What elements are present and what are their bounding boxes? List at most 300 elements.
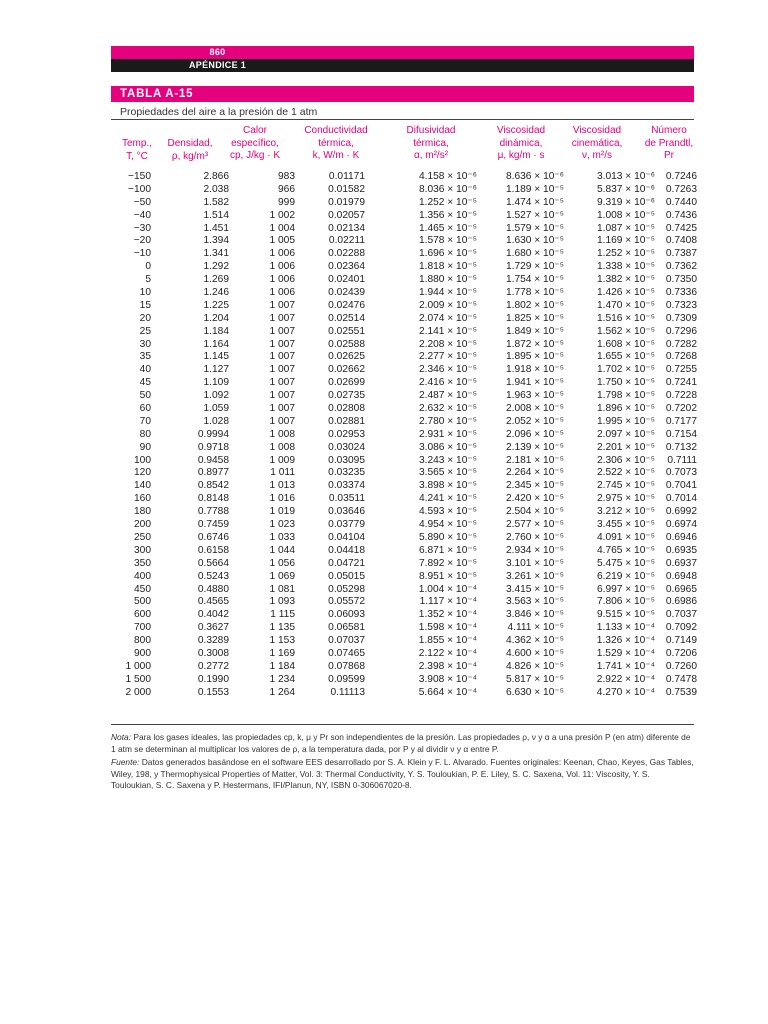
cell-density: 1.451 bbox=[203, 222, 229, 234]
cell-density: 0.8148 bbox=[197, 493, 229, 505]
cell-temp: 20 bbox=[139, 312, 151, 324]
cell-pr: 0.7202 bbox=[665, 403, 697, 415]
cell-pr: 0.7408 bbox=[665, 235, 697, 247]
cell-cp: 1 234 bbox=[269, 673, 295, 685]
cell-nu: 6.219 × 10⁻⁵ bbox=[596, 570, 655, 582]
cell-k: 0.02953 bbox=[328, 428, 365, 440]
cell-alpha: 2.009 × 10⁻⁵ bbox=[418, 299, 477, 311]
cell-k: 0.05572 bbox=[328, 596, 365, 608]
table-subtitle: Propiedades del aire a la presión de 1 atm bbox=[120, 106, 318, 118]
cell-temp: 700 bbox=[134, 622, 151, 634]
cell-alpha: 3.908 × 10⁻⁴ bbox=[418, 673, 477, 685]
cell-cp: 1 007 bbox=[269, 312, 295, 324]
cell-temp: 200 bbox=[134, 519, 151, 531]
cell-temp: 45 bbox=[139, 377, 151, 389]
cell-alpha: 1.598 × 10⁻⁴ bbox=[418, 622, 477, 634]
cell-pr: 0.6946 bbox=[665, 531, 697, 543]
cell-density: 2.038 bbox=[203, 183, 229, 195]
cell-density: 1.028 bbox=[203, 415, 229, 427]
table-row bbox=[111, 171, 697, 184]
cell-nu: 1.426 × 10⁻⁵ bbox=[596, 287, 655, 299]
cell-k: 0.02134 bbox=[328, 222, 365, 234]
cell-mu: 3.101 × 10⁻⁵ bbox=[505, 557, 564, 569]
cell-temp: 0 bbox=[145, 261, 151, 273]
cell-k: 0.03511 bbox=[328, 493, 365, 505]
cell-cp: 1 007 bbox=[269, 415, 295, 427]
cell-nu: 1.516 × 10⁻⁵ bbox=[596, 312, 655, 324]
cell-nu: 2.097 × 10⁻⁵ bbox=[596, 428, 655, 440]
cell-k: 0.04418 bbox=[328, 544, 365, 556]
cell-density: 1.184 bbox=[203, 325, 229, 337]
cell-k: 0.04104 bbox=[328, 531, 365, 543]
cell-k: 0.02735 bbox=[328, 390, 365, 402]
cell-cp: 1 008 bbox=[269, 428, 295, 440]
cell-density: 0.6158 bbox=[197, 544, 229, 556]
cell-density: 0.6746 bbox=[197, 531, 229, 543]
cell-pr: 0.6935 bbox=[665, 544, 697, 556]
cell-density: 1.225 bbox=[203, 299, 229, 311]
cell-alpha: 2.122 × 10⁻⁴ bbox=[418, 647, 477, 659]
cell-nu: 1.798 × 10⁻⁵ bbox=[596, 390, 655, 402]
cell-nu: 1.655 × 10⁻⁵ bbox=[596, 351, 655, 363]
cell-k: 0.07037 bbox=[328, 635, 365, 647]
cell-pr: 0.7073 bbox=[665, 467, 697, 479]
cell-mu: 4.600 × 10⁻⁵ bbox=[505, 647, 564, 659]
cell-cp: 983 bbox=[278, 171, 295, 182]
cell-cp: 1 016 bbox=[269, 493, 295, 505]
cell-temp: −40 bbox=[133, 209, 151, 221]
subtitle-rule bbox=[111, 119, 694, 120]
cell-nu: 1.896 × 10⁻⁵ bbox=[596, 403, 655, 415]
cell-k: 0.02551 bbox=[328, 325, 365, 337]
cell-mu: 1.579 × 10⁻⁵ bbox=[505, 222, 564, 234]
cell-density: 1.341 bbox=[203, 248, 229, 260]
cell-k: 0.02211 bbox=[328, 235, 365, 247]
cell-k: 0.02514 bbox=[328, 312, 365, 324]
cell-pr: 0.6937 bbox=[665, 557, 697, 569]
cell-mu: 4.826 × 10⁻⁵ bbox=[505, 660, 564, 672]
table-row bbox=[111, 261, 697, 274]
table-row bbox=[111, 686, 697, 700]
table-row bbox=[111, 660, 697, 674]
cell-cp: 999 bbox=[278, 196, 295, 208]
cell-alpha: 2.632 × 10⁻⁵ bbox=[418, 403, 477, 415]
cell-density: 0.1553 bbox=[197, 686, 229, 698]
cell-density: 0.8977 bbox=[197, 467, 229, 479]
cell-pr: 0.7260 bbox=[665, 660, 697, 672]
cell-alpha: 1.578 × 10⁻⁵ bbox=[418, 235, 477, 247]
cell-mu: 3.563 × 10⁻⁵ bbox=[505, 596, 564, 608]
cell-pr: 0.7336 bbox=[665, 287, 697, 299]
cell-mu: 2.420 × 10⁻⁵ bbox=[505, 493, 564, 505]
cell-nu: 2.745 × 10⁻⁵ bbox=[596, 480, 655, 492]
cell-temp: 40 bbox=[139, 364, 151, 376]
cell-pr: 0.7014 bbox=[665, 493, 697, 505]
table-row bbox=[111, 493, 697, 506]
cell-nu: 1.169 × 10⁻⁵ bbox=[596, 235, 655, 247]
cell-density: 0.3627 bbox=[197, 622, 229, 634]
cell-mu: 8.636 × 10⁻⁶ bbox=[505, 171, 564, 182]
cell-k: 0.02439 bbox=[328, 287, 365, 299]
cell-pr: 0.6965 bbox=[665, 583, 697, 595]
cell-mu: 2.096 × 10⁻⁵ bbox=[505, 428, 564, 440]
cell-nu: 1.750 × 10⁻⁵ bbox=[596, 377, 655, 389]
cell-temp: −100 bbox=[128, 183, 151, 195]
cell-cp: 1 009 bbox=[269, 454, 295, 466]
cell-alpha: 1.356 × 10⁻⁵ bbox=[418, 209, 477, 221]
cell-mu: 2.577 × 10⁻⁵ bbox=[505, 519, 564, 531]
cell-k: 0.03374 bbox=[328, 480, 365, 492]
cell-alpha: 3.565 × 10⁻⁵ bbox=[418, 467, 477, 479]
cell-mu: 3.846 × 10⁻⁵ bbox=[505, 609, 564, 621]
table-row bbox=[111, 325, 697, 339]
cell-alpha: 1.944 × 10⁻⁵ bbox=[418, 287, 477, 299]
cell-nu: 1.470 × 10⁻⁵ bbox=[596, 299, 655, 311]
table-row bbox=[111, 583, 697, 597]
cell-alpha: 1.465 × 10⁻⁵ bbox=[418, 222, 477, 234]
cell-density: 0.5243 bbox=[197, 570, 229, 582]
cell-temp: 140 bbox=[134, 480, 151, 492]
cell-nu: 1.008 × 10⁻⁵ bbox=[596, 209, 655, 221]
cell-cp: 1 011 bbox=[270, 467, 295, 479]
cell-k: 0.03235 bbox=[328, 467, 365, 479]
cell-mu: 3.415 × 10⁻⁵ bbox=[505, 583, 564, 595]
note-text: Para los gases ideales, las propiedades cp, k, μ y Pr son independientes de la presión. Las propiedades ρ, ν y α a una presión P (en atm) diferente de 1 atm se determinan al multiplicar los valores de ρ, a la temperatura dada, por P y al dividir ν y α entre P. bbox=[111, 732, 691, 754]
cell-nu: 9.515 × 10⁻⁵ bbox=[596, 609, 655, 621]
table-row bbox=[111, 196, 697, 210]
cell-nu: 3.212 × 10⁻⁵ bbox=[596, 506, 655, 518]
col-head-alpha: Difusividad térmica, α, m²/s² bbox=[406, 125, 456, 161]
col-head-k: Conductividad térmica, k, W/m · K bbox=[304, 125, 368, 161]
table-row bbox=[111, 183, 697, 197]
table-title-bar bbox=[111, 86, 694, 102]
cell-pr: 0.7255 bbox=[665, 364, 697, 376]
cell-density: 1.394 bbox=[203, 235, 229, 247]
col-head-pr: Número de Prandtl, Pr bbox=[644, 125, 694, 161]
cell-density: 0.4565 bbox=[197, 596, 229, 608]
cell-pr: 0.6986 bbox=[665, 596, 697, 608]
cell-density: 0.7459 bbox=[197, 519, 229, 531]
cell-mu: 2.181 × 10⁻⁵ bbox=[505, 454, 564, 466]
table-row bbox=[111, 377, 697, 390]
cell-density: 0.3008 bbox=[197, 647, 229, 659]
cell-temp: 600 bbox=[134, 609, 151, 621]
cell-k: 0.06581 bbox=[328, 622, 365, 634]
cell-alpha: 4.158 × 10⁻⁶ bbox=[418, 171, 477, 182]
cell-temp: 35 bbox=[139, 351, 151, 363]
cell-k: 0.11113 bbox=[330, 686, 365, 698]
cell-density: 0.4880 bbox=[197, 583, 229, 595]
table-row bbox=[111, 596, 697, 609]
cell-mu: 3.261 × 10⁻⁵ bbox=[505, 570, 564, 582]
cell-cp: 1 069 bbox=[269, 570, 295, 582]
cell-cp: 1 007 bbox=[269, 390, 295, 402]
cell-k: 0.07868 bbox=[328, 660, 365, 672]
cell-alpha: 1.117 × 10⁻⁴ bbox=[419, 596, 477, 608]
cell-alpha: 1.818 × 10⁻⁵ bbox=[418, 261, 477, 273]
table-bottom-rule bbox=[111, 724, 694, 725]
cell-k: 0.02401 bbox=[328, 274, 365, 286]
table-row bbox=[111, 403, 697, 416]
cell-nu: 5.837 × 10⁻⁶ bbox=[596, 183, 655, 195]
cell-alpha: 2.208 × 10⁻⁵ bbox=[418, 338, 477, 350]
cell-alpha: 1.696 × 10⁻⁵ bbox=[418, 248, 477, 260]
cell-cp: 1 004 bbox=[269, 222, 295, 234]
cell-k: 0.07465 bbox=[328, 647, 365, 659]
table-row bbox=[111, 390, 697, 403]
cell-density: 0.9458 bbox=[197, 454, 229, 466]
cell-cp: 1 007 bbox=[269, 325, 295, 337]
cell-alpha: 8.951 × 10⁻⁵ bbox=[418, 570, 477, 582]
cell-mu: 1.963 × 10⁻⁵ bbox=[505, 390, 564, 402]
table-row bbox=[111, 287, 697, 300]
cell-k: 0.02808 bbox=[328, 403, 365, 415]
cell-nu: 1.087 × 10⁻⁵ bbox=[596, 222, 655, 234]
cell-alpha: 8.036 × 10⁻⁶ bbox=[418, 183, 477, 195]
table-row bbox=[111, 544, 697, 558]
cell-alpha: 4.593 × 10⁻⁵ bbox=[418, 506, 477, 518]
cell-mu: 6.630 × 10⁻⁵ bbox=[505, 686, 564, 698]
table-row bbox=[111, 441, 697, 455]
cell-temp: 350 bbox=[134, 557, 151, 569]
cell-cp: 1 153 bbox=[269, 635, 295, 647]
cell-nu: 3.455 × 10⁻⁵ bbox=[596, 519, 655, 531]
cell-density: 1.145 bbox=[203, 351, 229, 363]
cell-density: 0.7788 bbox=[197, 506, 229, 518]
cell-pr: 0.7241 bbox=[665, 377, 697, 389]
cell-pr: 0.7309 bbox=[665, 312, 697, 324]
cell-nu: 2.922 × 10⁻⁴ bbox=[596, 673, 655, 685]
cell-cp: 1 008 bbox=[269, 441, 295, 453]
table-row bbox=[111, 557, 697, 571]
cell-alpha: 1.855 × 10⁻⁴ bbox=[418, 635, 477, 647]
cell-cp: 1 044 bbox=[269, 544, 295, 556]
cell-pr: 0.7041 bbox=[665, 480, 697, 492]
cell-density: 1.127 bbox=[203, 364, 229, 376]
cell-temp: 160 bbox=[134, 493, 151, 505]
cell-k: 0.02625 bbox=[328, 351, 365, 363]
cell-k: 0.06093 bbox=[328, 609, 365, 621]
cell-nu: 1.741 × 10⁻⁴ bbox=[596, 660, 655, 672]
cell-mu: 1.729 × 10⁻⁵ bbox=[505, 261, 564, 273]
cell-temp: 250 bbox=[134, 531, 151, 543]
cell-mu: 2.052 × 10⁻⁵ bbox=[505, 415, 564, 427]
table-row bbox=[111, 506, 697, 519]
table-row bbox=[111, 480, 697, 493]
cell-mu: 1.918 × 10⁻⁵ bbox=[505, 364, 564, 376]
cell-temp: 60 bbox=[139, 403, 151, 415]
cell-density: 0.2772 bbox=[197, 660, 229, 672]
cell-k: 0.01979 bbox=[328, 196, 365, 208]
cell-nu: 1.252 × 10⁻⁵ bbox=[596, 248, 655, 260]
cell-k: 0.02476 bbox=[328, 299, 365, 311]
cell-k: 0.03646 bbox=[328, 506, 365, 518]
cell-alpha: 5.664 × 10⁻⁴ bbox=[418, 686, 477, 698]
cell-nu: 1.326 × 10⁻⁴ bbox=[596, 635, 655, 647]
cell-pr: 0.7436 bbox=[665, 209, 697, 221]
cell-mu: 1.895 × 10⁻⁵ bbox=[505, 351, 564, 363]
table-row bbox=[111, 531, 697, 545]
cell-temp: 90 bbox=[139, 441, 151, 453]
cell-temp: 15 bbox=[139, 299, 151, 311]
cell-mu: 1.941 × 10⁻⁵ bbox=[505, 377, 564, 389]
cell-mu: 2.504 × 10⁻⁵ bbox=[505, 506, 564, 518]
table-row bbox=[111, 519, 697, 532]
cell-mu: 1.872 × 10⁻⁵ bbox=[505, 338, 564, 350]
cell-temp: 5 bbox=[145, 274, 151, 286]
cell-density: 1.092 bbox=[203, 390, 229, 402]
cell-cp: 1 013 bbox=[269, 480, 295, 492]
table-row bbox=[111, 248, 697, 261]
cell-cp: 1 264 bbox=[269, 686, 295, 698]
cell-mu: 2.345 × 10⁻⁵ bbox=[505, 480, 564, 492]
cell-k: 0.01171 bbox=[328, 171, 365, 182]
cell-alpha: 1.352 × 10⁻⁴ bbox=[418, 609, 477, 621]
cell-k: 0.02662 bbox=[328, 364, 365, 376]
cell-alpha: 1.880 × 10⁻⁵ bbox=[418, 274, 477, 286]
cell-temp: 400 bbox=[134, 570, 151, 582]
cell-density: 0.9718 bbox=[197, 441, 229, 453]
table-row bbox=[111, 364, 697, 377]
source-text: Datos generados basándose en el software EES desarrollado por S. A. Klein y F. L. Alvarado. Fuentes originales: Keenan, Chao, Keyes, Gas Tables, Wiley, 198, y Thermophysical Properties of Matter, Vol. 3: Thermal Conductivity, Y. S. Touloukian, P. E. Liley, S. C. Saxena, Vol. 11: Viscosity, Y. S. Touloukian, S. C. Saxena y P. Hestermans, IFI/Planun, NY, ISBN 0-306067020-8. bbox=[111, 757, 694, 791]
cell-pr: 0.7350 bbox=[665, 274, 697, 286]
cell-cp: 966 bbox=[278, 183, 295, 195]
appendix-label: APÉNDICE 1 bbox=[188, 60, 246, 70]
cell-temp: −20 bbox=[133, 235, 151, 247]
cell-mu: 1.630 × 10⁻⁵ bbox=[505, 235, 564, 247]
cell-pr: 0.7362 bbox=[665, 261, 697, 273]
page-number: 860 bbox=[209, 47, 226, 57]
cell-pr: 0.6974 bbox=[665, 519, 697, 531]
cell-cp: 1 007 bbox=[269, 377, 295, 389]
cell-cp: 1 056 bbox=[269, 557, 295, 569]
cell-nu: 1.995 × 10⁻⁵ bbox=[596, 415, 655, 427]
cell-temp: 25 bbox=[139, 325, 151, 337]
cell-k: 0.03024 bbox=[328, 441, 365, 453]
col-head-nu: Viscosidad cinemática, ν, m²/s bbox=[571, 125, 623, 161]
cell-k: 0.01582 bbox=[328, 183, 365, 195]
cell-cp: 1 081 bbox=[269, 583, 295, 595]
cell-temp: 80 bbox=[139, 428, 151, 440]
cell-mu: 1.474 × 10⁻⁵ bbox=[505, 196, 564, 208]
cell-temp: 800 bbox=[134, 635, 151, 647]
cell-temp: 180 bbox=[134, 506, 151, 518]
cell-alpha: 2.398 × 10⁻⁴ bbox=[418, 660, 477, 672]
cell-pr: 0.7539 bbox=[665, 686, 697, 698]
table-row bbox=[111, 222, 697, 236]
cell-k: 0.02057 bbox=[328, 209, 365, 221]
cell-density: 0.3289 bbox=[197, 635, 229, 647]
col-head-temp: Temp., T, °C bbox=[121, 138, 152, 162]
cell-temp: 50 bbox=[139, 390, 151, 402]
cell-cp: 1 002 bbox=[269, 209, 295, 221]
cell-pr: 0.7296 bbox=[665, 325, 697, 337]
cell-cp: 1 169 bbox=[269, 647, 295, 659]
cell-mu: 1.849 × 10⁻⁵ bbox=[505, 325, 564, 337]
cell-nu: 9.319 × 10⁻⁶ bbox=[596, 196, 655, 208]
cell-cp: 1 115 bbox=[270, 609, 295, 621]
cell-alpha: 2.416 × 10⁻⁵ bbox=[418, 377, 477, 389]
cell-density: 1.204 bbox=[203, 312, 229, 324]
cell-cp: 1 006 bbox=[269, 287, 295, 299]
cell-mu: 2.760 × 10⁻⁵ bbox=[505, 531, 564, 543]
cell-temp: −150 bbox=[128, 171, 151, 182]
table-row bbox=[111, 570, 697, 584]
cell-mu: 2.264 × 10⁻⁵ bbox=[505, 467, 564, 479]
cell-mu: 4.111 × 10⁻⁵ bbox=[507, 622, 564, 634]
cell-density: 1.514 bbox=[203, 209, 229, 221]
cell-density: 1.246 bbox=[203, 287, 229, 299]
cell-pr: 0.7263 bbox=[665, 183, 697, 195]
cell-alpha: 2.277 × 10⁻⁵ bbox=[418, 351, 477, 363]
cell-cp: 1 007 bbox=[269, 351, 295, 363]
cell-pr: 0.7154 bbox=[665, 428, 697, 440]
cell-mu: 1.754 × 10⁻⁵ bbox=[505, 274, 564, 286]
cell-nu: 7.806 × 10⁻⁵ bbox=[596, 596, 655, 608]
cell-pr: 0.7478 bbox=[665, 673, 697, 685]
cell-k: 0.02288 bbox=[328, 248, 365, 260]
cell-alpha: 3.243 × 10⁻⁵ bbox=[418, 454, 477, 466]
cell-nu: 1.133 × 10⁻⁴ bbox=[596, 622, 655, 634]
table-row bbox=[111, 609, 697, 622]
table-row bbox=[111, 274, 697, 287]
source-label: Fuente: bbox=[111, 757, 140, 767]
cell-pr: 0.7037 bbox=[665, 609, 697, 621]
col-head-mu: Viscosidad dinámica, μ, kg/m · s bbox=[496, 125, 546, 161]
cell-pr: 0.6992 bbox=[665, 506, 697, 518]
cell-density: 1.269 bbox=[203, 274, 229, 286]
cell-cp: 1 007 bbox=[269, 403, 295, 415]
cell-pr: 0.7282 bbox=[665, 338, 697, 350]
cell-k: 0.02364 bbox=[328, 261, 365, 273]
col-head-cp: Calor específico, cp, J/kg · K bbox=[229, 125, 280, 161]
cell-nu: 2.522 × 10⁻⁵ bbox=[596, 467, 655, 479]
table-row bbox=[111, 415, 697, 429]
cell-pr: 0.6948 bbox=[665, 570, 697, 582]
cell-temp: 30 bbox=[139, 338, 151, 350]
cell-alpha: 5.890 × 10⁻⁵ bbox=[418, 531, 477, 543]
table-row bbox=[111, 338, 697, 352]
cell-alpha: 2.487 × 10⁻⁵ bbox=[418, 390, 477, 402]
cell-pr: 0.7246 bbox=[665, 171, 697, 182]
cell-temp: 1 500 bbox=[125, 673, 151, 685]
cell-cp: 1 135 bbox=[269, 622, 295, 634]
cell-k: 0.05015 bbox=[328, 570, 365, 582]
cell-density: 1.292 bbox=[203, 261, 229, 273]
cell-cp: 1 007 bbox=[269, 364, 295, 376]
cell-nu: 1.562 × 10⁻⁵ bbox=[596, 325, 655, 337]
cell-nu: 2.201 × 10⁻⁵ bbox=[596, 441, 655, 453]
cell-nu: 4.091 × 10⁻⁵ bbox=[596, 531, 655, 543]
cell-nu: 1.338 × 10⁻⁵ bbox=[596, 261, 655, 273]
cell-cp: 1 006 bbox=[269, 274, 295, 286]
cell-mu: 1.778 × 10⁻⁵ bbox=[505, 287, 564, 299]
cell-alpha: 2.141 × 10⁻⁵ bbox=[418, 325, 477, 337]
cell-pr: 0.7440 bbox=[665, 196, 697, 208]
cell-pr: 0.7092 bbox=[665, 622, 697, 634]
cell-k: 0.05298 bbox=[328, 583, 365, 595]
cell-k: 0.09599 bbox=[328, 673, 365, 685]
cell-mu: 1.802 × 10⁻⁵ bbox=[505, 299, 564, 311]
note-label: Nota: bbox=[111, 732, 132, 742]
cell-temp: 450 bbox=[134, 583, 151, 595]
cell-cp: 1 007 bbox=[269, 338, 295, 350]
cell-temp: 300 bbox=[134, 544, 151, 556]
cell-alpha: 1.252 × 10⁻⁵ bbox=[418, 196, 477, 208]
cell-nu: 6.997 × 10⁻⁵ bbox=[596, 583, 655, 595]
cell-alpha: 2.780 × 10⁻⁵ bbox=[418, 415, 477, 427]
cell-temp: 120 bbox=[134, 467, 151, 479]
